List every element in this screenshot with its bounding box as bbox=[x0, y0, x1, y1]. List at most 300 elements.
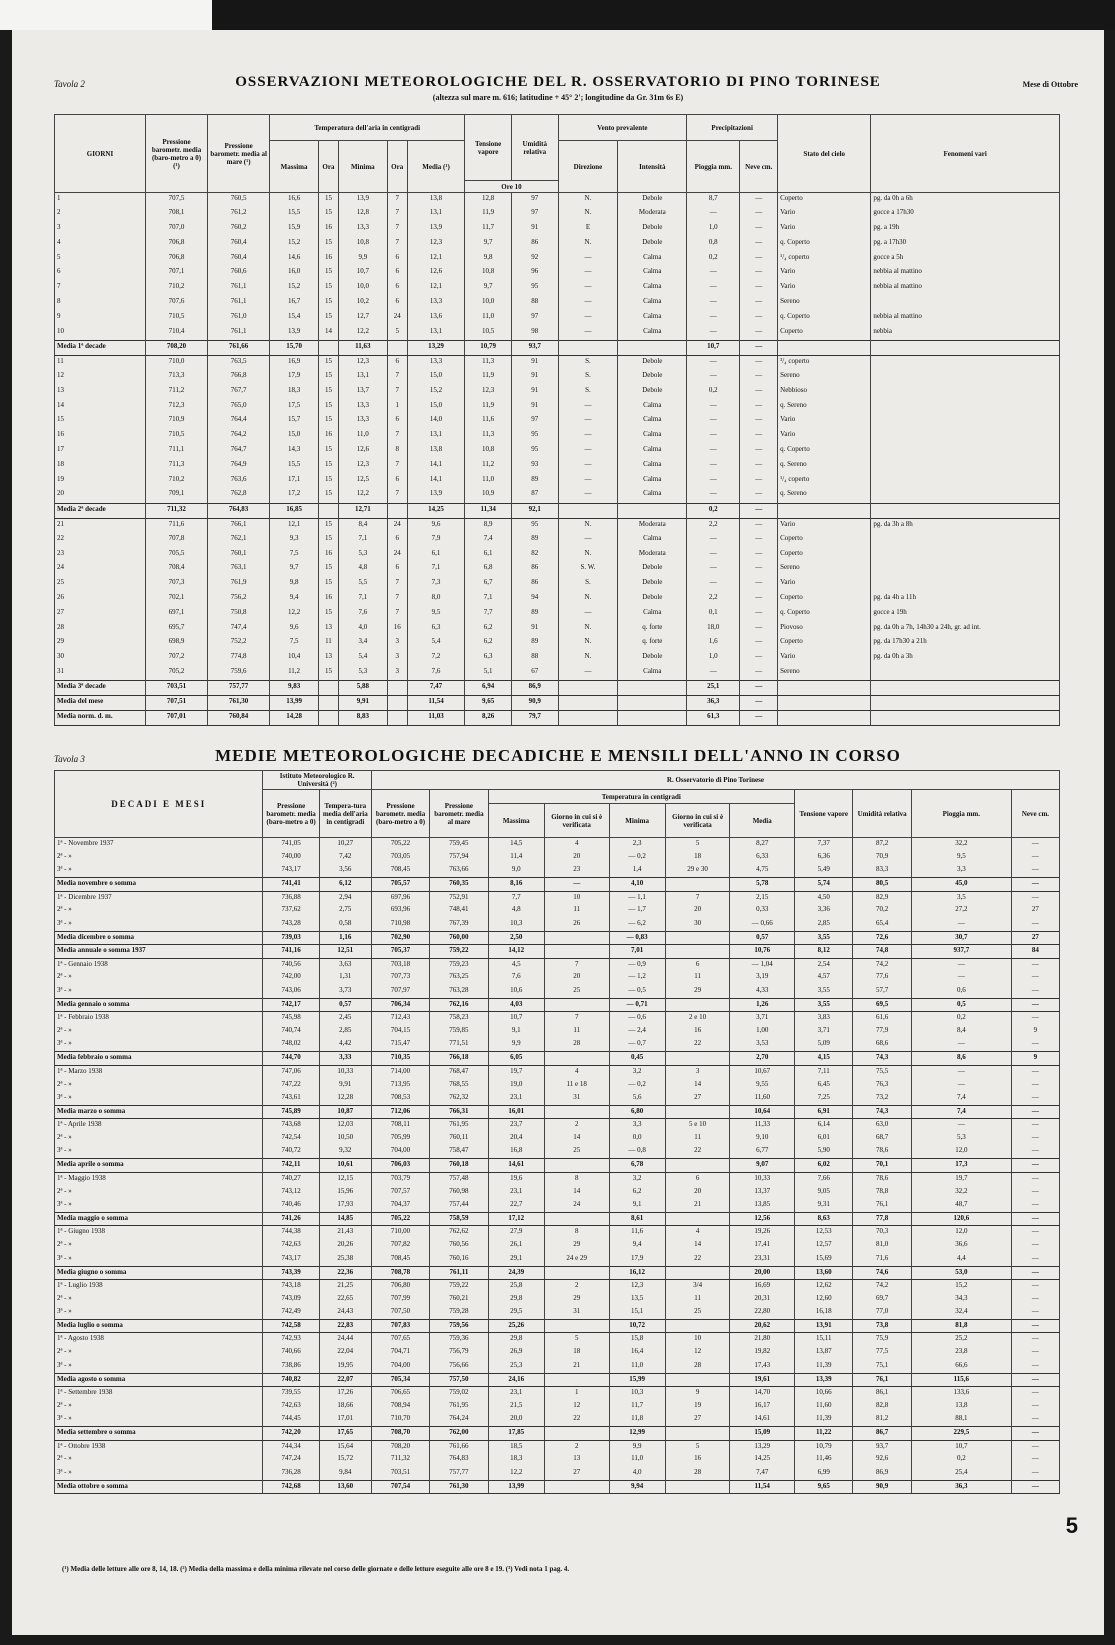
table-cell: 765,0 bbox=[208, 400, 270, 415]
table-cell: 28 bbox=[665, 1467, 730, 1480]
table-cell: 11 bbox=[55, 355, 146, 370]
table-cell: 79,7 bbox=[511, 710, 558, 725]
table-cell: 760,2 bbox=[208, 222, 270, 237]
table-cell: 740,56 bbox=[263, 958, 319, 971]
col-snow-2: Neve cm. bbox=[1011, 790, 1059, 838]
table-cell: 5,74 bbox=[795, 878, 853, 891]
table-cell: 11,2 bbox=[270, 666, 319, 681]
table-cell: ¹/₄ coperto bbox=[778, 474, 871, 489]
table-cell: 29,1 bbox=[488, 1253, 544, 1266]
table-cell: 24 bbox=[387, 548, 407, 563]
table-cell bbox=[544, 1480, 609, 1493]
table-cell: 760,98 bbox=[430, 1186, 488, 1199]
table-cell: 115,6 bbox=[911, 1373, 1011, 1386]
table-cell: 763,28 bbox=[430, 985, 488, 998]
table-cell: 12,0 bbox=[911, 1226, 1011, 1239]
table-cell: 81,8 bbox=[911, 1320, 1011, 1333]
table-row bbox=[55, 1360, 1060, 1373]
table-cell: 27 bbox=[665, 1092, 730, 1105]
table-row bbox=[55, 1119, 1060, 1132]
table-cell: — bbox=[1011, 1159, 1059, 1172]
table-cell: 13 bbox=[55, 385, 146, 400]
table-cell: — bbox=[1011, 1186, 1059, 1199]
table-cell: 748,41 bbox=[430, 904, 488, 917]
table-cell: 757,48 bbox=[430, 1172, 488, 1185]
table-cell: 759,56 bbox=[430, 1320, 488, 1333]
table-cell: 92,6 bbox=[853, 1453, 911, 1466]
col-min-2: Minima bbox=[609, 804, 665, 838]
table-cell: — bbox=[558, 459, 618, 474]
table-cell: 13,9 bbox=[407, 222, 465, 237]
table-cell: pg. a 17h30 bbox=[871, 237, 1060, 252]
table-cell bbox=[871, 400, 1060, 415]
table-cell: 86 bbox=[511, 577, 558, 592]
table-cell: 25,2 bbox=[911, 1333, 1011, 1346]
table-cell: 705,5 bbox=[145, 548, 207, 563]
table-cell: Media gennaio o somma bbox=[55, 998, 263, 1011]
table-cell: 7 bbox=[387, 592, 407, 607]
table-cell: 9,8 bbox=[465, 252, 512, 267]
table-cell: — bbox=[1011, 958, 1059, 971]
table-cell: 28 bbox=[55, 622, 146, 637]
table-cell: 697,96 bbox=[371, 891, 429, 904]
table-cell: 736,88 bbox=[263, 891, 319, 904]
table-cell: 760,35 bbox=[430, 878, 488, 891]
table-cell: 9,6 bbox=[270, 622, 319, 637]
table-cell: 23,1 bbox=[488, 1092, 544, 1105]
table-cell: 7 bbox=[544, 1012, 609, 1025]
table-cell: 711,32 bbox=[145, 503, 207, 518]
table-cell: 3,71 bbox=[795, 1025, 853, 1038]
table-cell: 83,3 bbox=[853, 864, 911, 877]
table-row bbox=[55, 385, 1060, 400]
table-cell: — bbox=[1011, 1239, 1059, 1252]
table-cell: 13,39 bbox=[795, 1373, 853, 1386]
table-cell bbox=[318, 681, 338, 696]
table-cell: 27,9 bbox=[488, 1226, 544, 1239]
table-row bbox=[55, 1453, 1060, 1466]
table-cell: Debole bbox=[618, 355, 687, 370]
table-cell: 19 bbox=[55, 474, 146, 489]
summary-row bbox=[55, 878, 1060, 891]
table-cell bbox=[871, 340, 1060, 355]
table-cell: 2,50 bbox=[488, 931, 544, 944]
table-cell: 3,55 bbox=[795, 998, 853, 1011]
table-cell: 67 bbox=[511, 666, 558, 681]
table-cell: 762,32 bbox=[430, 1092, 488, 1105]
table-cell: 757,77 bbox=[430, 1467, 488, 1480]
table-cell: — bbox=[740, 607, 778, 622]
table-cell: 12,2 bbox=[270, 607, 319, 622]
table-cell: 706,8 bbox=[145, 252, 207, 267]
table-cell: 22 bbox=[544, 1413, 609, 1426]
table-cell: Sereno bbox=[778, 562, 871, 577]
table-cell: 23,7 bbox=[488, 1119, 544, 1132]
table-cell: 14,61 bbox=[488, 1159, 544, 1172]
table-cell: 77,8 bbox=[853, 1212, 911, 1225]
group-temperature-2: Temperatura in centigradi bbox=[488, 790, 794, 804]
table-cell: 10,33 bbox=[319, 1065, 371, 1078]
table-cell: 3 bbox=[387, 651, 407, 666]
table-cell: 743,18 bbox=[263, 1279, 319, 1292]
table-cell: — bbox=[1011, 1360, 1059, 1373]
table-cell: 93,7 bbox=[853, 1440, 911, 1453]
table-cell: 15,7 bbox=[270, 414, 319, 429]
table-cell: q. Coperto bbox=[778, 444, 871, 459]
table-cell: Debole bbox=[618, 562, 687, 577]
table-cell: 11,03 bbox=[407, 710, 465, 725]
table-cell: 4,8 bbox=[338, 562, 387, 577]
table-cell: 2,15 bbox=[730, 891, 795, 904]
summary-row bbox=[55, 1373, 1060, 1386]
table-cell: 93 bbox=[511, 459, 558, 474]
table-cell: Media settembre o somma bbox=[55, 1427, 263, 1440]
table-cell: 88 bbox=[511, 296, 558, 311]
table-cell: 86,7 bbox=[853, 1427, 911, 1440]
table-cell: 21,5 bbox=[488, 1400, 544, 1413]
table-cell: 707,5 bbox=[145, 193, 207, 208]
table-cell: 97 bbox=[511, 414, 558, 429]
col-max-day: Giorno in cui si è verificata bbox=[544, 804, 609, 838]
table-row bbox=[55, 622, 1060, 637]
table-cell: Media maggio o somma bbox=[55, 1212, 263, 1225]
table-cell: 20,31 bbox=[730, 1293, 795, 1306]
table-cell: 705,22 bbox=[371, 1212, 429, 1225]
table-row bbox=[55, 296, 1060, 311]
table-cell: 0,6 bbox=[911, 985, 1011, 998]
table-cell: 24,44 bbox=[319, 1333, 371, 1346]
table-cell: 3,63 bbox=[319, 958, 371, 971]
table-cell: 742,63 bbox=[263, 1239, 319, 1252]
table-cell: 14,12 bbox=[488, 945, 544, 958]
table-cell: — bbox=[687, 311, 740, 326]
table-cell: 744,34 bbox=[263, 1440, 319, 1453]
table-cell: 12,1 bbox=[270, 518, 319, 533]
table-cell: 11 bbox=[318, 636, 338, 651]
table-cell: Sereno bbox=[778, 370, 871, 385]
table-cell: 747,4 bbox=[208, 622, 270, 637]
table-cell: 3/4 bbox=[665, 1279, 730, 1292]
table-cell: 707,99 bbox=[371, 1293, 429, 1306]
table-cell: S. bbox=[558, 577, 618, 592]
table-cell: 711,6 bbox=[145, 518, 207, 533]
table-cell: — bbox=[740, 252, 778, 267]
table-cell: 760,5 bbox=[208, 193, 270, 208]
table-cell: 5,6 bbox=[609, 1092, 665, 1105]
table-cell: 28 bbox=[665, 1360, 730, 1373]
table-cell: — bbox=[558, 266, 618, 281]
table-cell: 742,20 bbox=[263, 1427, 319, 1440]
table-cell: 77,5 bbox=[853, 1346, 911, 1359]
col-sky: Stato del cielo bbox=[778, 115, 871, 193]
table-cell: 760,56 bbox=[430, 1239, 488, 1252]
table-cell: 22 bbox=[55, 533, 146, 548]
table-cell: 11,3 bbox=[465, 355, 512, 370]
table-cell: — bbox=[544, 878, 609, 891]
table-cell: 5,09 bbox=[795, 1038, 853, 1051]
table-cell: 15 bbox=[318, 370, 338, 385]
table-cell: 10,9 bbox=[465, 488, 512, 503]
decadal-means-table bbox=[54, 770, 1060, 1494]
table-cell: 2ª - » bbox=[55, 1186, 263, 1199]
table-cell: 708,70 bbox=[371, 1427, 429, 1440]
table-cell: 13,99 bbox=[488, 1480, 544, 1493]
table-cell: 66,6 bbox=[911, 1360, 1011, 1373]
table-cell: 15 bbox=[318, 459, 338, 474]
table-cell: 75,9 bbox=[853, 1333, 911, 1346]
table-cell: 764,83 bbox=[430, 1453, 488, 1466]
table-cell: 17,43 bbox=[730, 1360, 795, 1373]
table-cell: Coperto bbox=[778, 533, 871, 548]
table-cell: 13,6 bbox=[407, 311, 465, 326]
col-mean-2: Media bbox=[730, 804, 795, 838]
table-cell: 9,91 bbox=[338, 696, 387, 711]
table-cell: 3ª - » bbox=[55, 864, 263, 877]
table-cell: E bbox=[558, 222, 618, 237]
table-cell: 20 bbox=[665, 904, 730, 917]
table-cell: — bbox=[1011, 1467, 1059, 1480]
table-cell: — bbox=[558, 488, 618, 503]
table-cell: — bbox=[740, 666, 778, 681]
table-cell: 0,45 bbox=[609, 1052, 665, 1065]
table-row bbox=[55, 1226, 1060, 1239]
table-cell: 95 bbox=[511, 518, 558, 533]
table-cell: — 0,5 bbox=[609, 985, 665, 998]
table-cell: 6 bbox=[387, 266, 407, 281]
table-cell: 97 bbox=[511, 207, 558, 222]
table-cell: 22,7 bbox=[488, 1199, 544, 1212]
table-cell: 744,70 bbox=[263, 1052, 319, 1065]
table-cell bbox=[665, 1159, 730, 1172]
table-cell: 12,51 bbox=[319, 945, 371, 958]
table-cell: 5,4 bbox=[338, 651, 387, 666]
table-cell: 6,33 bbox=[730, 851, 795, 864]
table-cell: 12,6 bbox=[407, 266, 465, 281]
table-cell: 12,3 bbox=[407, 237, 465, 252]
table-cell: 5,1 bbox=[465, 666, 512, 681]
table-row bbox=[55, 533, 1060, 548]
table-cell: Debole bbox=[618, 385, 687, 400]
table-cell: 9,55 bbox=[730, 1079, 795, 1092]
table-cell: Calma bbox=[618, 326, 687, 341]
table-cell: 704,71 bbox=[371, 1346, 429, 1359]
table-row bbox=[55, 266, 1060, 281]
table-cell: 9,84 bbox=[319, 1467, 371, 1480]
table-cell: 26,9 bbox=[488, 1346, 544, 1359]
table-cell: 707,0 bbox=[145, 222, 207, 237]
table-cell: 1ª - Agosto 1938 bbox=[55, 1333, 263, 1346]
table-cell: 707,65 bbox=[371, 1333, 429, 1346]
table-cell bbox=[665, 931, 730, 944]
table-cell: 14,1 bbox=[407, 474, 465, 489]
table-cell: 87 bbox=[511, 488, 558, 503]
table-cell: 771,51 bbox=[430, 1038, 488, 1051]
table-cell: 3,83 bbox=[795, 1012, 853, 1025]
table-cell: 1ª - Maggio 1938 bbox=[55, 1172, 263, 1185]
table-cell: — bbox=[1011, 985, 1059, 998]
table-cell bbox=[871, 666, 1060, 681]
table-cell: — 0,9 bbox=[609, 958, 665, 971]
col-min-day: Giorno in cui si è verificata bbox=[665, 804, 730, 838]
table-cell: 744,38 bbox=[263, 1226, 319, 1239]
summary-row bbox=[55, 1212, 1060, 1225]
table-cell: 19,7 bbox=[488, 1065, 544, 1078]
table-cell: 89 bbox=[511, 474, 558, 489]
table-cell: — bbox=[1011, 1293, 1059, 1306]
table-cell: 4 bbox=[665, 1226, 730, 1239]
table-cell bbox=[318, 503, 338, 518]
table-cell: 13 bbox=[318, 622, 338, 637]
table-cell: 72,6 bbox=[853, 931, 911, 944]
table-cell: 81,2 bbox=[853, 1413, 911, 1426]
table-cell: 5 bbox=[55, 252, 146, 267]
table-cell: q. forte bbox=[618, 622, 687, 637]
table-cell: 13,9 bbox=[270, 326, 319, 341]
table-cell: — bbox=[740, 237, 778, 252]
table-cell: 1,00 bbox=[730, 1025, 795, 1038]
table-cell: 14,25 bbox=[407, 503, 465, 518]
table-cell: — bbox=[740, 429, 778, 444]
table-cell: 707,50 bbox=[371, 1306, 429, 1319]
table-cell: — bbox=[1011, 1199, 1059, 1212]
table-cell: 78,6 bbox=[853, 1145, 911, 1158]
table-cell: 13 bbox=[318, 651, 338, 666]
table-cell: 761,1 bbox=[208, 326, 270, 341]
table-cell: N. bbox=[558, 193, 618, 208]
table-cell: — bbox=[740, 222, 778, 237]
table-cell: 9,6 bbox=[407, 518, 465, 533]
table-cell bbox=[618, 710, 687, 725]
table-cell: 4 bbox=[544, 1065, 609, 1078]
table-cell: 14,25 bbox=[730, 1453, 795, 1466]
table-cell: 710,2 bbox=[145, 281, 207, 296]
table-cell: Coperto bbox=[778, 592, 871, 607]
table-cell: — 0,8 bbox=[609, 1145, 665, 1158]
table-cell: 19,82 bbox=[730, 1346, 795, 1359]
table-cell: 744,45 bbox=[263, 1413, 319, 1426]
table-cell: 0,2 bbox=[687, 252, 740, 267]
table-cell: 10,7 bbox=[488, 1012, 544, 1025]
table-cell: 15,2 bbox=[270, 237, 319, 252]
table-cell: 761,11 bbox=[430, 1266, 488, 1279]
table-cell: N. bbox=[558, 518, 618, 533]
table-cell: 15,64 bbox=[319, 1440, 371, 1453]
table-cell: — bbox=[687, 296, 740, 311]
table-cell: 13,1 bbox=[407, 207, 465, 222]
table-cell: 7 bbox=[387, 370, 407, 385]
table-cell: Sereno bbox=[778, 296, 871, 311]
table-cell: — bbox=[740, 444, 778, 459]
table-cell: 1,6 bbox=[687, 636, 740, 651]
table-cell: 760,84 bbox=[208, 710, 270, 725]
table-row bbox=[55, 607, 1060, 622]
table-cell: 15,0 bbox=[407, 400, 465, 415]
table-cell: 7 bbox=[387, 385, 407, 400]
table-cell: 4 bbox=[544, 838, 609, 851]
table-cell: 7 bbox=[387, 222, 407, 237]
table-cell: 16,01 bbox=[488, 1105, 544, 1118]
table-cell: 9 bbox=[55, 311, 146, 326]
table-cell: — 0,66 bbox=[730, 918, 795, 931]
table-cell: Media agosto o somma bbox=[55, 1373, 263, 1386]
page-title: OSSERVAZIONI METEOROLOGICHE DEL R. OSSERVATORIO DI PINO TORINESE bbox=[235, 74, 881, 90]
table-cell bbox=[558, 503, 618, 518]
table-cell: 24,39 bbox=[488, 1266, 544, 1279]
table-cell: 743,17 bbox=[263, 864, 319, 877]
table-cell: 6 bbox=[387, 533, 407, 548]
table-cell bbox=[871, 459, 1060, 474]
table-cell: 18,66 bbox=[319, 1400, 371, 1413]
table-cell: 5,3 bbox=[338, 548, 387, 563]
table-cell: — bbox=[911, 958, 1011, 971]
table-cell: 3ª - » bbox=[55, 1360, 263, 1373]
table-cell: — bbox=[740, 518, 778, 533]
table-cell: 743,39 bbox=[263, 1266, 319, 1279]
table-cell: S. W. bbox=[558, 562, 618, 577]
table-cell bbox=[544, 1159, 609, 1172]
table-cell: 15,8 bbox=[609, 1333, 665, 1346]
table-cell: 21,25 bbox=[319, 1279, 371, 1292]
table-cell: — bbox=[558, 429, 618, 444]
table-cell: 12 bbox=[55, 370, 146, 385]
table-cell: 1 bbox=[387, 400, 407, 415]
table-cell: 8,12 bbox=[795, 945, 853, 958]
table-cell: 761,95 bbox=[430, 1119, 488, 1132]
table-cell: 714,00 bbox=[371, 1065, 429, 1078]
table-cell: — bbox=[687, 533, 740, 548]
table-cell: 3ª - » bbox=[55, 1306, 263, 1319]
table-cell: 15,2 bbox=[270, 281, 319, 296]
table-cell: 15,11 bbox=[795, 1333, 853, 1346]
table-cell: — bbox=[687, 281, 740, 296]
table-cell: Debole bbox=[618, 370, 687, 385]
table-cell: 91 bbox=[511, 355, 558, 370]
group-wind: Vento prevalente bbox=[558, 115, 687, 141]
table-cell: 710,35 bbox=[371, 1052, 429, 1065]
table-cell: 15 bbox=[318, 311, 338, 326]
table-cell: Vario bbox=[778, 518, 871, 533]
table-cell: 22,04 bbox=[319, 1346, 371, 1359]
table-cell bbox=[871, 562, 1060, 577]
table-cell: 741,05 bbox=[263, 838, 319, 851]
table-cell: 3ª - » bbox=[55, 918, 263, 931]
table-cell: — bbox=[1011, 1172, 1059, 1185]
table-cell: 94 bbox=[511, 592, 558, 607]
table-cell: 14,70 bbox=[730, 1387, 795, 1400]
table-cell: — bbox=[740, 622, 778, 637]
table-cell: 3,55 bbox=[795, 931, 853, 944]
table-cell: 77,0 bbox=[853, 1306, 911, 1319]
table-cell: 758,59 bbox=[430, 1212, 488, 1225]
table-cell: 19,61 bbox=[730, 1373, 795, 1386]
table-cell: 8,61 bbox=[609, 1212, 665, 1225]
table-cell: 3 bbox=[387, 666, 407, 681]
table-cell: 30,7 bbox=[911, 931, 1011, 944]
table-cell bbox=[544, 1373, 609, 1386]
table-cell: 8,26 bbox=[465, 710, 512, 725]
table-cell: 10,66 bbox=[795, 1387, 853, 1400]
table-cell: 10 bbox=[665, 1333, 730, 1346]
table-cell: Calma bbox=[618, 281, 687, 296]
table-cell: — bbox=[911, 918, 1011, 931]
table-cell: 740,46 bbox=[263, 1199, 319, 1212]
table-cell: 20,62 bbox=[730, 1320, 795, 1333]
document-page bbox=[12, 30, 1104, 1635]
table-cell: Media 1ª decade bbox=[55, 340, 146, 355]
table-cell: Media 2ª decade bbox=[55, 503, 146, 518]
table-cell: 758,23 bbox=[430, 1012, 488, 1025]
table-cell: 29 bbox=[544, 1239, 609, 1252]
